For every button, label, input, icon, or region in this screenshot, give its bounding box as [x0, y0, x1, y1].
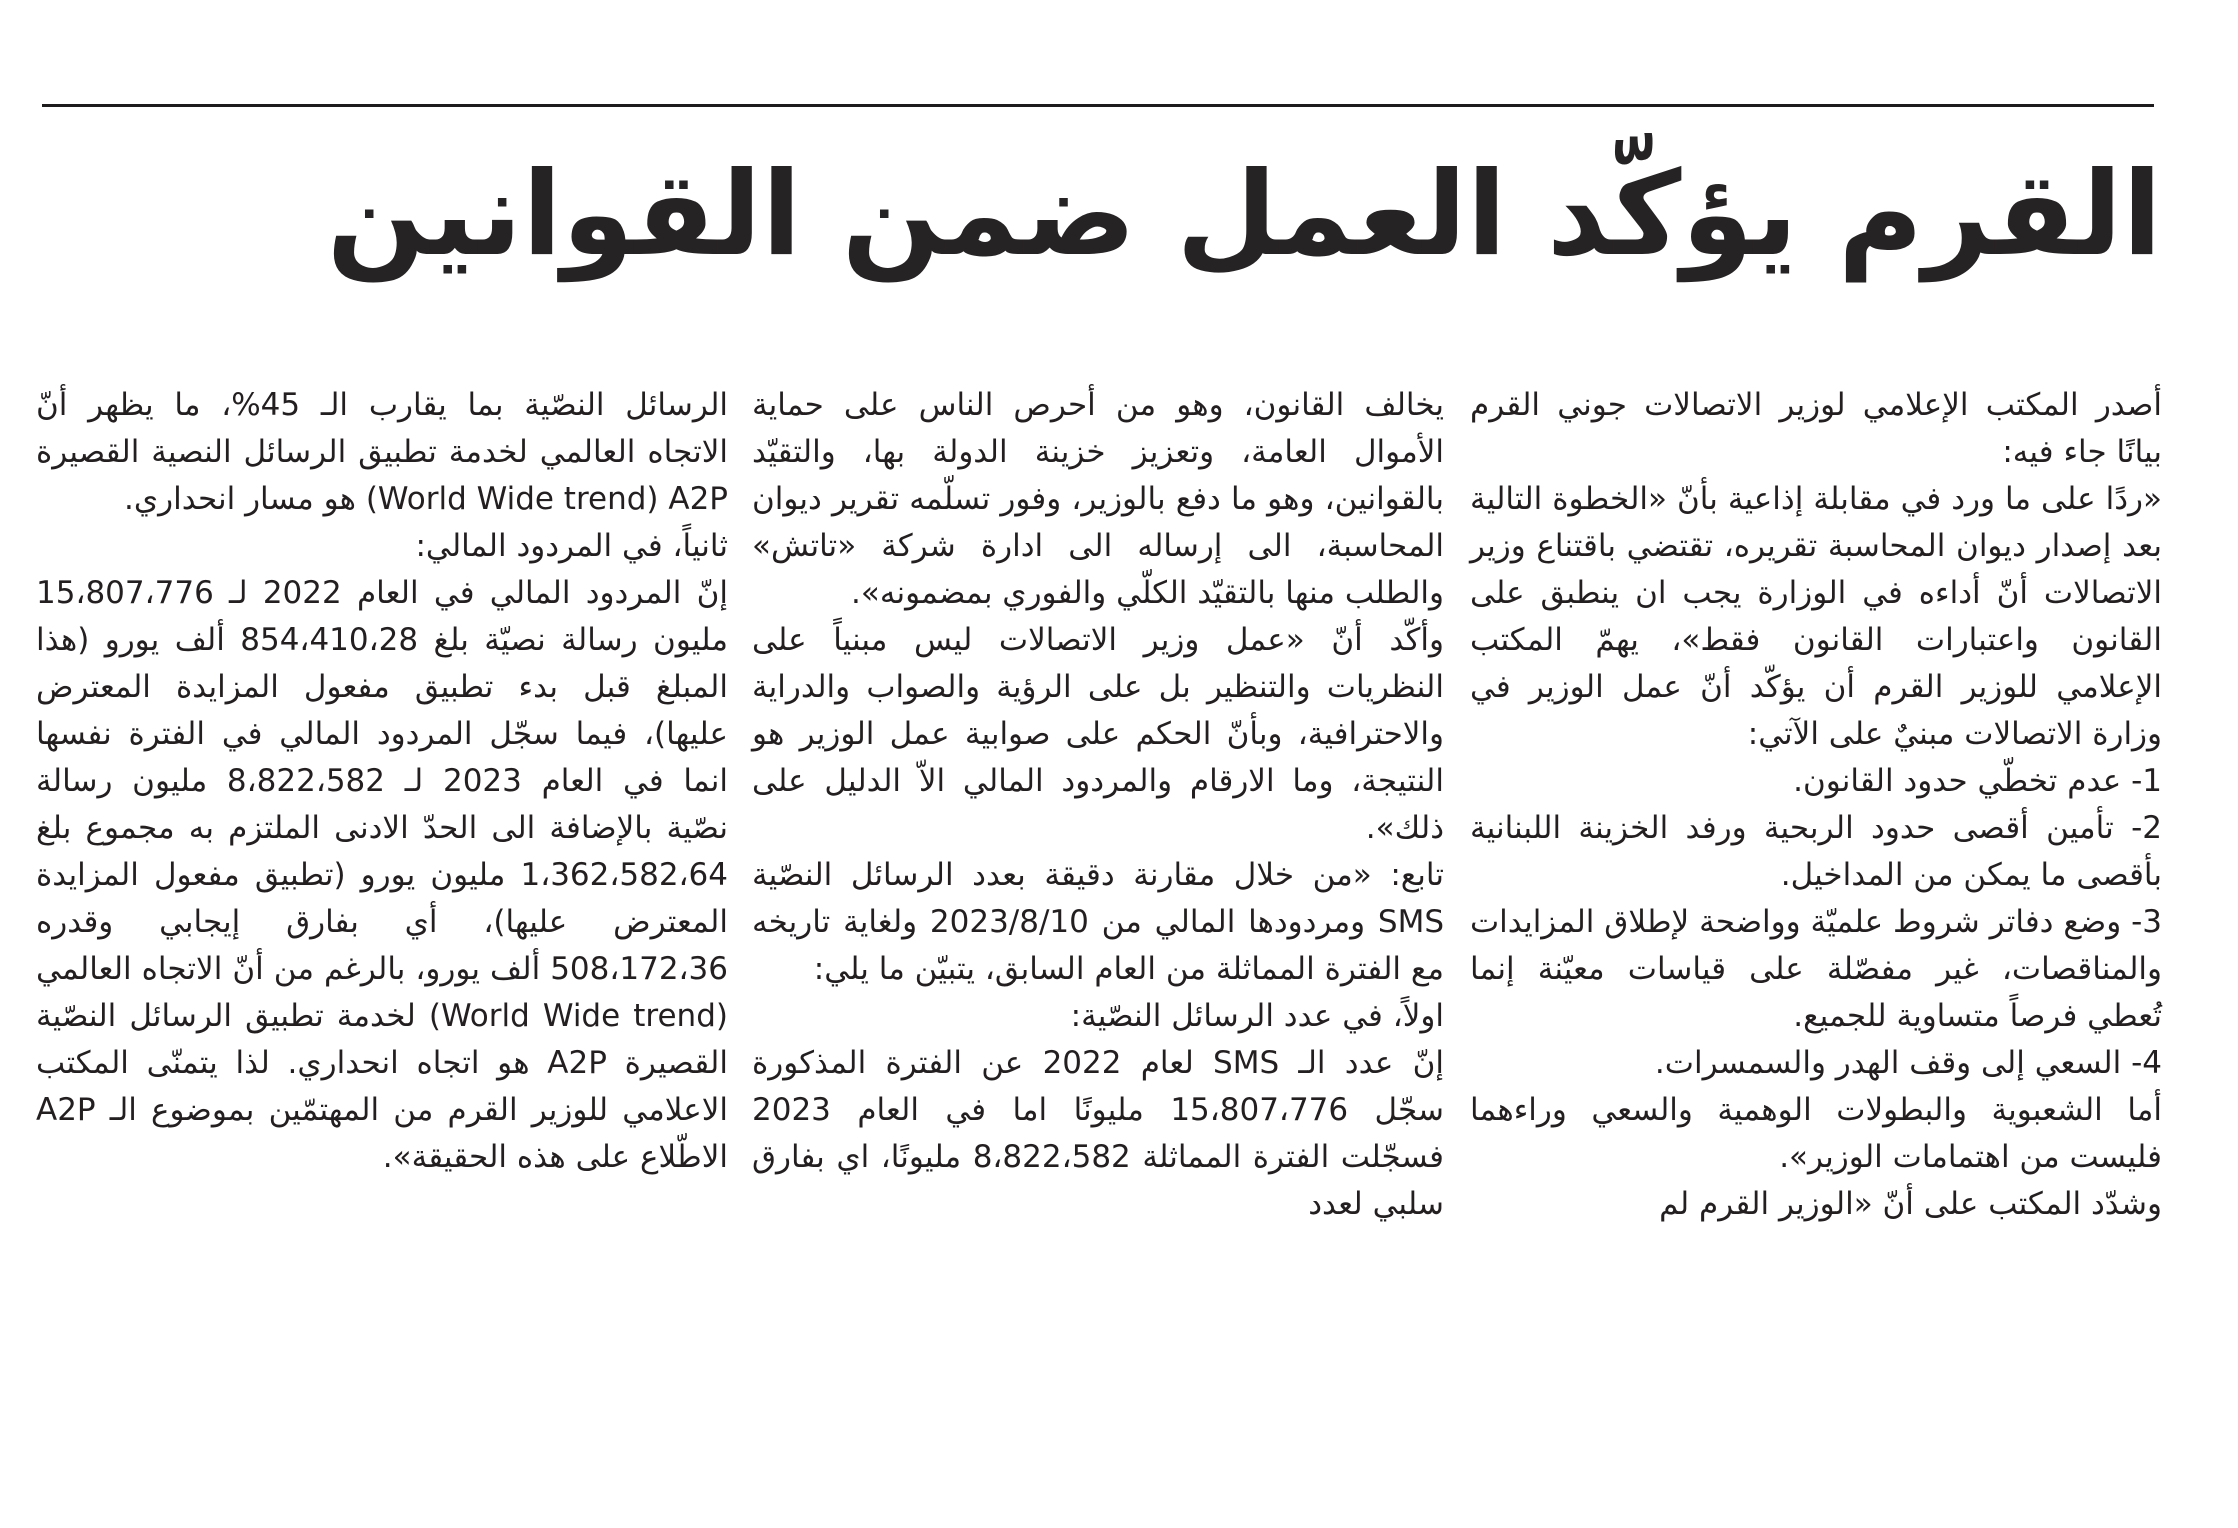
paragraph: أما الشعبوية والبطولات الوهمية والسعي وراءهما فليست من اهتمامات الوزير».	[1470, 1092, 2162, 1175]
article-column-right	[1470, 382, 2162, 1228]
paragraph: إنّ المردود المالي في العام 2022 لـ 15،807،776 مليون رسالة نصيّة بلغ 854،410،28 ألف يورو (هذا المبلغ قبل بدء تطبيق مفعول المزايدة المعترض عليها)، فيما سجّل المردود المالي في الفترة نفسها انما في العام 2023 لـ 8،822،582 مليون رسالة نصّية بالإضافة الى الحدّ الادنى الملتزم به مجموع بلغ 1،362،582،64 مليون يورو (تطبيق مفعول المزايدة المعترض عليها)، أي بفارق إيجابي وقدره 508،172،36 ألف يورو، بالرغم من أنّ الاتجاه العالمي (World Wide trend) لخدمة تطبيق الرسائل النصّية القصيرة A2P هو اتجاه انحداري. لذا يتمنّى المكتب الاعلامي للوزير القرم من المهتمّين بموضوع الـ A2P الاطّلاع على هذه الحقيقة».	[36, 575, 728, 1175]
subheading: ثانياً، في المردود المالي:	[415, 528, 728, 564]
paragraph: إنّ عدد الـ SMS لعام 2022 عن الفترة المذكورة سجّل 15،807،776 مليونًا اما في العام 2023 فسجّلت الفترة المماثلة 8،822،582 مليونًا، اي بفارق سلبي لعدد	[752, 1045, 1445, 1222]
paragraph: الرسائل النصّية بما يقارب الـ 45%، ما يظهر أنّ الاتجاه العالمي لخدمة تطبيق الرسائل النصية القصيرة World Wide trend) A2P) هو مسار انحداري.	[36, 387, 728, 517]
paragraph: أصدر المكتب الإعلامي لوزير الاتصالات جوني القرم بيانًا جاء فيه:	[1470, 387, 2162, 470]
list-item: 2- تأمين أقصى حدود الربحية ورفد الخزينة اللبنانية بأقصى ما يمكن من المداخيل.	[1470, 810, 2162, 893]
subheading: اولاً، في عدد الرسائل النصّية:	[1070, 998, 1444, 1034]
list-item: 1- عدم تخطّي حدود القانون.	[1793, 763, 2162, 799]
paragraph: يخالف القانون، وهو من أحرص الناس على حماية الأموال العامة، وتعزيز خزينة الدولة بها، والتقيّد بالقوانين، وهو ما دفع بالوزير، وفور تسلّمه تقرير ديوان المحاسبة، الى إرساله الى ادارة شركة «تاتش» والطلب منها بالتقيّد الكلّي والفوري بمضمونه».	[752, 387, 1444, 611]
paragraph: تابع: «من خلال مقارنة دقيقة بعدد الرسائل النصّية SMS ومردودها المالي من 2023/8/10 ولغاية تاريخه مع الفترة المماثلة من العام السابق، يتبيّن ما يلي:	[752, 857, 1444, 987]
list-item: 4- السعي إلى وقف الهدر والسمسرات.	[1654, 1045, 2162, 1081]
paragraph: وشدّد المكتب على أنّ «الوزير القرم لم	[1659, 1186, 2162, 1222]
top-divider-rule	[42, 104, 2154, 107]
paragraph: «ردًا على ما ورد في مقابلة إذاعية بأنّ «الخطوة التالية بعد إصدار ديوان المحاسبة تقريره، تقتضي باقتناع وزير الاتصالات أنّ أداءه في الوزارة يجب ان ينطبق على القانون واعتبارات القانون فقط»، يهمّ المكتب الإعلامي للوزير القرم أن يؤكّد أنّ عمل الوزير في وزارة الاتصالات مبنيٌ على الآتي:	[1470, 481, 2162, 752]
article-headline: القرم يؤكّد العمل ضمن القوانين	[326, 147, 2162, 282]
article-column-left	[36, 382, 728, 1181]
article-column-middle	[752, 382, 1444, 1228]
list-item: 3- وضع دفاتر شروط علميّة وواضحة لإطلاق المزايدات والمناقصات، غير مفصّلة على قياسات معيّنة إنما تُعطي فرصاً متساوية للجميع.	[1470, 904, 2162, 1034]
paragraph: وأكّد أنّ «عمل وزير الاتصالات ليس مبنياً على النظريات والتنظير بل على الرؤية والصواب والدراية والاحترافية، وبأنّ الحكم على صوابية عمل الوزير هو النتيجة، وما الارقام والمردود المالي الاّ الدليل على ذلك».	[752, 622, 1444, 846]
